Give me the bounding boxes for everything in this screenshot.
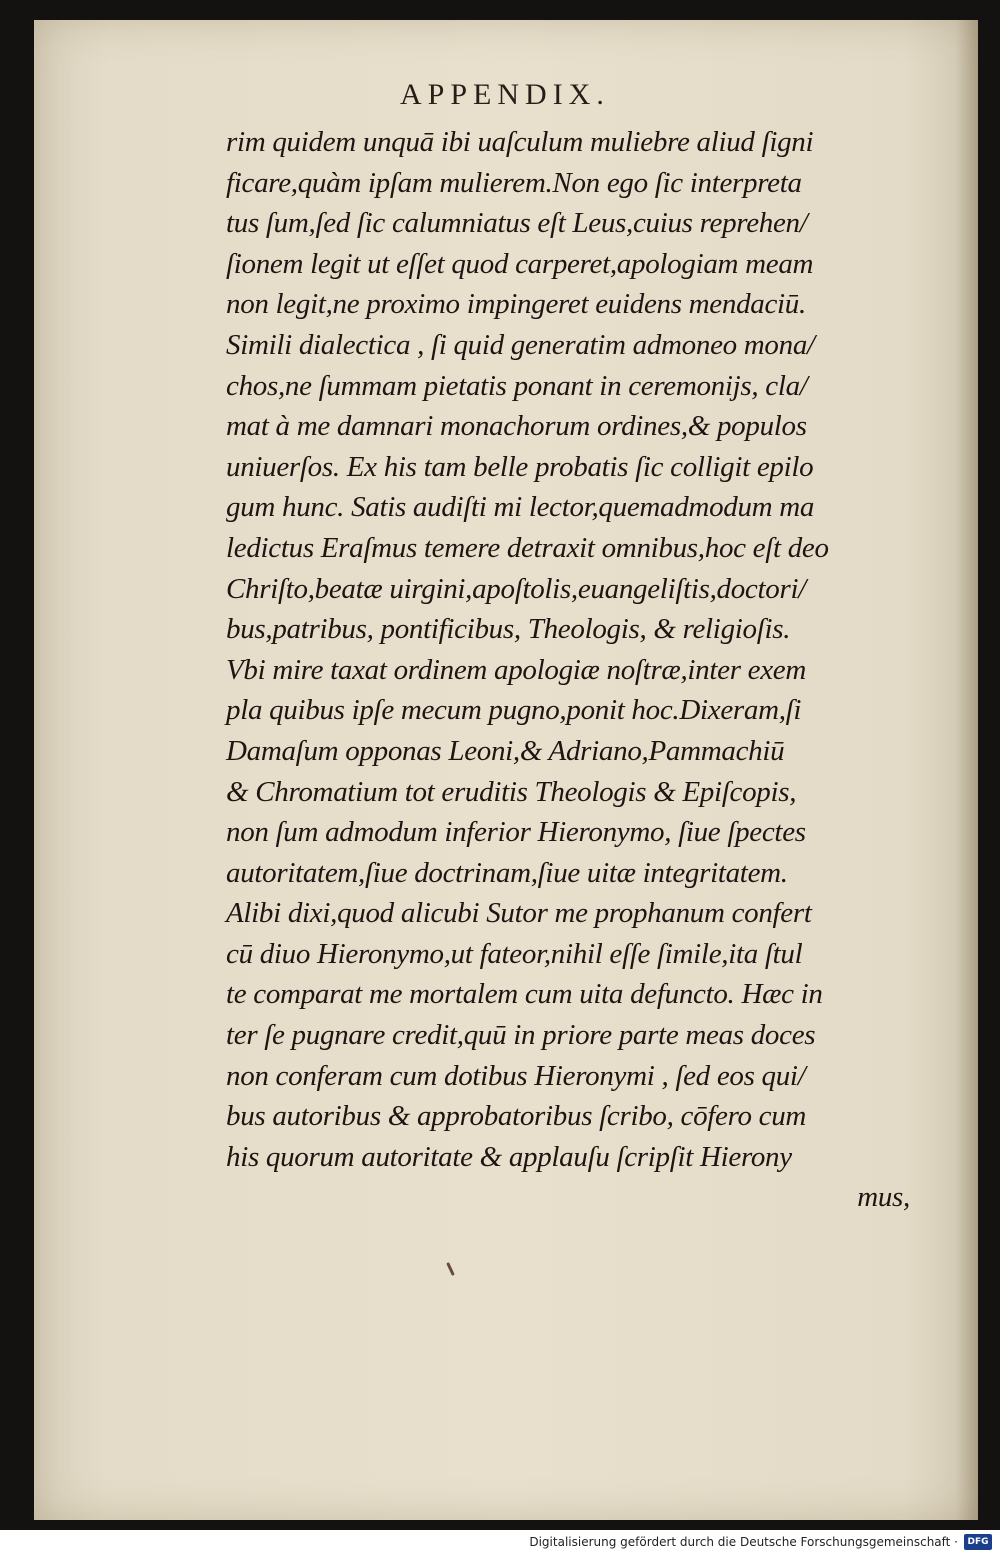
- text-line: Alibi dixi,quod alicubi Sutor me prophanum confert: [226, 897, 812, 930]
- text-line: pla quibus ipſe mecum pugno,ponit hoc.Dixeram,ſi: [226, 694, 802, 727]
- text-line: tus ſum,ſed ſic calumniatus eſt Leus,cuius reprehen/: [226, 207, 808, 240]
- text-line: Simili dialectica , ſi quid generatim admoneo mona/: [226, 328, 815, 361]
- text-line: ficare,quàm ipſam mulierem.Non ego ſic interpreta: [226, 166, 802, 199]
- text-line: gum hunc. Satis audiſti mi lector,quemadmodum ma: [226, 491, 815, 524]
- text-line: Vbi mire taxat ordinem apologiæ noſtræ,inter exem: [226, 653, 806, 686]
- text-line: te comparat me mortalem cum uita defuncto. Hæc in: [226, 978, 823, 1011]
- text-line: uniuerſos. Ex his tam belle probatis ſic colligit epilo: [226, 450, 814, 483]
- dfg-logo-icon: DFG: [964, 1534, 992, 1550]
- catchword: mus,: [857, 1181, 910, 1214]
- text-line: his quorum autoritate & applauſu ſcripſit Hierony: [226, 1140, 792, 1173]
- text-line: autoritatem,ſiue doctrinam,ſiue uitæ integritatem.: [226, 856, 788, 889]
- running-header: APPENDIX.: [400, 78, 610, 111]
- text-line: cū diuo Hieronymo,ut fateor,nihil eſſe ſimile,ita ſtul: [226, 937, 803, 970]
- text-line: ledictus Eraſmus temere detraxit omnibus,hoc eſt deo: [226, 531, 829, 564]
- page-body: [226, 122, 916, 1218]
- text-line: mat à me damnari monachorum ordines,& populos: [226, 410, 807, 443]
- text-line: & Chromatium tot eruditis Theologis & Epiſcopis,: [226, 775, 797, 808]
- text-line: bus,patribus, pontificibus, Theologis, & religioſis.: [226, 613, 791, 646]
- text-line: Chriſto,beatæ uirgini,apoſtolis,euangeliſtis,doctori/: [226, 572, 806, 605]
- text-line: ter ſe pugnare credit,quū in priore parte meas doces: [226, 1019, 816, 1052]
- text-line: rim quidem unquā ibi uaſculum muliebre aliud ſigni: [226, 126, 814, 158]
- digitization-footer: [0, 1530, 1000, 1555]
- text-line: non legit,ne proximo impingeret euidens mendaciū.: [226, 288, 806, 321]
- text-line: chos,ne ſummam pietatis ponant in ceremonijs, cla/: [226, 369, 808, 402]
- text-line: non conferam cum dotibus Hieronymi , ſed eos qui/: [226, 1059, 806, 1092]
- text-line: Damaſum opponas Leoni,& Adriano,Pammachiū: [226, 734, 785, 767]
- text-line: bus autoribus & approbatoribus ſcribo, cōfero cum: [226, 1100, 807, 1133]
- text-line: ſionem legit ut eſſet quod carperet,apologiam meam: [226, 247, 814, 280]
- footer-credit: Digitalisierung gefördert durch die Deutsche Forschungsgemeinschaft ·: [529, 1535, 958, 1549]
- text-line: non ſum admodum inferior Hieronymo, ſiue ſpectes: [226, 816, 806, 849]
- page-edge-shadow: [956, 20, 978, 1520]
